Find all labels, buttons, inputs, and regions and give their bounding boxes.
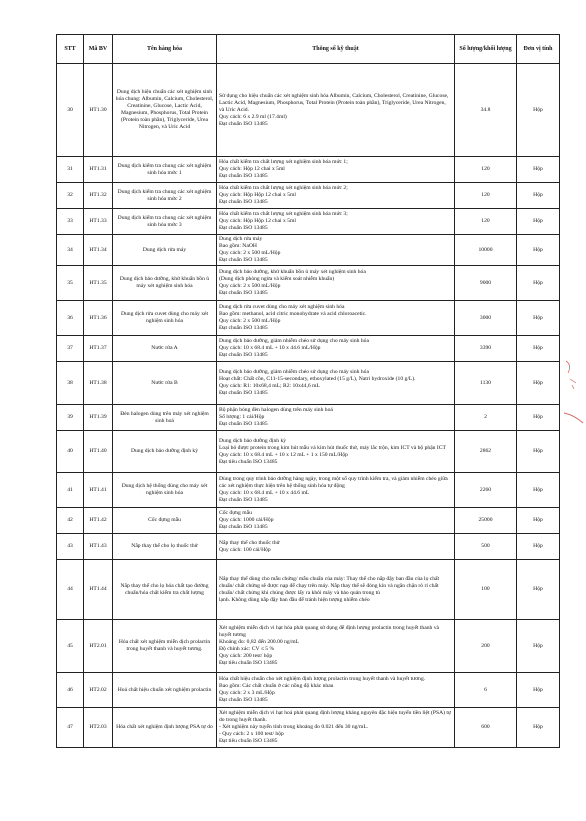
table-row: [57, 157, 560, 183]
cell-stt: 46: [57, 673, 84, 708]
spec-line: Quy cách: 6 x 2.9 ml (17.4ml): [219, 113, 287, 120]
spec-line: Quy cách: 2 x 3 mL/Hộp: [219, 690, 275, 696]
table-row: [57, 560, 560, 620]
spec-line: Đạt chuẩn ISO 13485: [219, 173, 268, 179]
cell-ma-bv: HT2.02: [84, 673, 113, 708]
cell-ma-bv: HT1.38: [84, 362, 113, 405]
header-so-luong: Số lượng/khối lượng: [455, 35, 517, 64]
cell-thong-so: [217, 431, 455, 473]
product-spec-table: [56, 34, 560, 748]
cell-don-vi: Hộp: [517, 708, 560, 748]
spec-line: Sử dụng cho hiệu chuẩn các xét nghiệm sinh hóa Albumin, Calcium, Cholesterol, Creatinine, Glucose, Lactic Acid, Magnesium, Phosphorus, Total Protein (Protein toàn phần), Triglyceride, Urea Nitrogen, và Uric Acid.: [219, 92, 449, 113]
spec-line: Loại bỏ được protein trong kim hút mẫu và kim hút thuốc thử, máy lắc trộn, kim ICT và bộ phận ICT: [219, 444, 446, 451]
cell-thong-so: [217, 708, 455, 748]
cell-don-vi: Hộp: [517, 64, 560, 157]
cell-stt: 47: [57, 708, 84, 748]
cell-ma-bv: HT1.35: [84, 266, 113, 301]
cell-stt: 39: [57, 405, 84, 431]
table-row: [57, 235, 560, 266]
spec-line: Dung dịch bảo dưỡng, khử khuẩn bồn ủ máy xét nghiệm sinh hóa: [219, 269, 366, 275]
spec-line: Bộ phận bóng đèn halogen dùng trên máy sinh hoá: [219, 407, 333, 413]
cell-so-luong: 2: [455, 405, 517, 431]
header-stt: STT: [57, 35, 84, 64]
cell-ten-hang-hoa: Hóa chất xét nghiệm miễn dịch prolactin trong huyết thanh và huyết tương.: [113, 620, 217, 673]
header-ten-hang-hoa: Tên hàng hóa: [113, 35, 217, 64]
header-ma-bv: Mã BV: [84, 35, 113, 64]
spec-line: Cốc đựng mẫu: [219, 510, 252, 516]
table-row: [57, 673, 560, 708]
spec-line: Đạt chuẩn ISO 13485: [219, 524, 268, 530]
spec-line: Quy cách: Hộp Hộp 12 chai x 5ml: [219, 192, 296, 198]
table-row: [57, 301, 560, 336]
cell-thong-so: [217, 209, 455, 235]
cell-thong-so: [217, 235, 455, 266]
cell-so-luong: 3000: [455, 301, 517, 336]
cell-ten-hang-hoa: Hoá chất hiệu chuẩn xét nghiệm prolactin: [113, 673, 217, 708]
cell-ten-hang-hoa: Dung dịch kiểm tra chung các xét nghiệm sinh hóa mức 2: [113, 183, 217, 209]
spec-line: Đạt tiêu chuẩn ISO 13485: [219, 738, 278, 744]
cell-stt: 30: [57, 64, 84, 157]
cell-ten-hang-hoa: Nước rửa A: [113, 336, 217, 362]
cell-so-luong: 1130: [455, 362, 517, 405]
cell-thong-so: [217, 560, 455, 620]
spec-line: Đạt chuẩn ISO 13485: [219, 325, 268, 331]
cell-ten-hang-hoa: Nắp thay thế cho lọ hóa chất tạo đường chuẩn/hóa chất kiểm tra chất lượng: [113, 560, 217, 620]
spec-line: Xét nghiệm miễn dịch vi hạt hoá phát quang định lượng kháng nguyên đặc hiệu tuyến tiền liệt (PSA) tự do trong huyết thanh.: [219, 710, 451, 723]
cell-ten-hang-hoa: Dung dịch hiệu chuẩn các xét nghiệm sinh hóa chung: Albumin, Calcium, Cholesterol, Creatinine, Glucose, Lactic Acid, Magnesium, Phosphorus, Total Protein (Protein toàn phần), Triglyceride, Urea Nitrogen, và Uric Acid: [113, 64, 217, 157]
spec-line: Đạt chuẩn ISO 13485: [219, 497, 268, 503]
spec-line: Quy cách: 200 test/ hộp: [219, 653, 273, 659]
cell-so-luong: 200: [455, 620, 517, 673]
cell-thong-so: [217, 301, 455, 336]
table-row: [57, 209, 560, 235]
cell-ma-bv: HT1.43: [84, 534, 113, 560]
cell-don-vi: Hộp: [517, 362, 560, 405]
cell-ten-hang-hoa: Dung dịch rửa máy: [113, 235, 217, 266]
cell-ma-bv: HT1.31: [84, 157, 113, 183]
spec-line: Dung dịch bảo dưỡng, giảm nhiễm chéo sử dụng cho máy sinh hóa: [219, 369, 369, 375]
spec-line: Bao gồm: NaOH: [219, 243, 257, 249]
cell-thong-so: [217, 673, 455, 708]
table-row: [57, 534, 560, 560]
spec-line: Hóa chất hiệu chuẩn cho xét nghiệm định lượng prolactin trong huyết thanh và huyết tương.: [219, 676, 426, 682]
spec-line: Nắp thay thế dùng cho mẫu chứng/ mẫu chuẩn của máy: Thay thế cho nắp đậy ban đầu của lọ chất chuẩn/ chất chứng sẽ được nạp để chạy trên máy. Nắp thay thế sẽ đóng kín và ngăn chặn rò rỉ chất chuẩn/ chất chứng khi chúng được lấy ra khỏi máy và bảo quản trong tủ: [219, 575, 440, 596]
cell-ma-bv: HT1.41: [84, 473, 113, 508]
spec-line: Hoạt chất: Chất cồn, C11-15-secondary, ethoxylated (15 g/L), Natri hydroxide (10 g/L).: [219, 376, 416, 382]
cell-ma-bv: HT1.34: [84, 235, 113, 266]
cell-thong-so: [217, 620, 455, 673]
cell-stt: 42: [57, 508, 84, 534]
cell-thong-so: [217, 473, 455, 508]
cell-stt: 40: [57, 431, 84, 473]
spec-line: Quy cách: Hộp 12 chai x 5ml: [219, 166, 285, 172]
spec-line: Hóa chất kiểm tra chất lượng xét nghiệm sinh hóa mức 1;: [219, 159, 348, 165]
cell-ma-bv: HT1.44: [84, 560, 113, 620]
spec-line: Đạt chuẩn ISO 13485: [219, 390, 268, 396]
cell-ten-hang-hoa: Hóa chất xét nghiệm định lượng PSA tự do: [113, 708, 217, 748]
table-row: [57, 183, 560, 209]
cell-so-luong: 120: [455, 209, 517, 235]
spec-line: Đạt chuẩn ISO 13485: [219, 290, 268, 296]
spec-line: Đạt chuẩn ISO 13485: [219, 199, 268, 205]
header-don-vi: Đơn vị tính: [517, 35, 560, 64]
cell-ma-bv: HT1.37: [84, 336, 113, 362]
spec-line: Quy cách: R1: 10x68,4 mL; R2: 10x44,6 mL: [219, 383, 320, 389]
cell-stt: 43: [57, 534, 84, 560]
cell-so-luong: 25000: [455, 508, 517, 534]
spec-line: Khoảng đo: 0,82 đến 200.00 ng/mL: [219, 639, 300, 645]
cell-ma-bv: HT1.39: [84, 405, 113, 431]
cell-stt: 34: [57, 235, 84, 266]
cell-stt: 31: [57, 157, 84, 183]
cell-don-vi: Hộp: [517, 336, 560, 362]
spec-line: Hóa chất kiểm tra chất lượng xét nghiệm sinh hóa mức 3;: [219, 211, 348, 217]
cell-thong-so: [217, 64, 455, 157]
cell-stt: 32: [57, 183, 84, 209]
cell-thong-so: [217, 266, 455, 301]
spec-line: Quy cách: 2 x 500 mL/Hộp: [219, 283, 281, 289]
spec-line: Số lượng: 1 cái/Hộp: [219, 414, 265, 420]
cell-ma-bv: HT1.36: [84, 301, 113, 336]
spec-line: Xét nghiệm miễn dịch vi hạt hóa phát quang sử dụng để định lượng prolactin trong huyết thanh và huyết tương: [219, 625, 439, 638]
cell-don-vi: Hộp: [517, 560, 560, 620]
table-row: [57, 620, 560, 673]
cell-ten-hang-hoa: Dung dịch hệ thống dùng cho máy xét nghiệm sinh hóa: [113, 473, 217, 508]
cell-don-vi: Hộp: [517, 431, 560, 473]
spec-line: Đạt chuẩn ISO 13485: [219, 120, 268, 127]
spec-line: Quy cách: 2 x 500 mL/Hộp: [219, 318, 281, 324]
cell-stt: 45: [57, 620, 84, 673]
spec-line: Dung dịch bảo dưỡng, giảm nhiễm chéo sử dụng cho máy sinh hóa: [219, 338, 369, 344]
cell-ten-hang-hoa: Dung dịch kiểm tra chung các xét nghiệm sinh hóa mức 1: [113, 157, 217, 183]
spec-line: Hóa chất kiểm tra chất lượng xét nghiệm sinh hóa mức 2;: [219, 185, 348, 191]
cell-don-vi: Hộp: [517, 157, 560, 183]
cell-stt: 41: [57, 473, 84, 508]
spec-line: - Quy cách: 2 x 100 test/ hộp: [219, 731, 284, 737]
spec-line: - Xét nghiệm này tuyến tính trong khoảng đo 0.021 đến 30 ng/mL.: [219, 724, 369, 730]
cell-so-luong: 34.8: [455, 64, 517, 157]
spec-line: Quy cách: 10 x 68.4 mL + 10 x 12 mL + 1 x 150 mL/Hộp: [219, 451, 348, 458]
cell-so-luong: 9000: [455, 266, 517, 301]
spec-line: Quy cách: Hộp Hộp 12 chai x 5ml: [219, 218, 296, 224]
spec-line: Bao gồm: methanol, acid citric monohydrate và acid chloroacetic.: [219, 311, 367, 317]
spec-line: Đạt tiêu chuẩn ISO 13485: [219, 660, 278, 666]
cell-don-vi: Hộp: [517, 209, 560, 235]
cell-don-vi: Hộp: [517, 534, 560, 560]
cell-ten-hang-hoa: Dung dịch kiểm tra chung các xét nghiệm sinh hóa mức 3: [113, 209, 217, 235]
cell-don-vi: Hộp: [517, 301, 560, 336]
table-row: [57, 405, 560, 431]
cell-don-vi: Hộp: [517, 473, 560, 508]
cell-ten-hang-hoa: Dung dịch bảo dưỡng định kỳ: [113, 431, 217, 473]
table-row: [57, 708, 560, 748]
cell-don-vi: Hộp: [517, 405, 560, 431]
spec-line: Quy cách: 100 cái/Hộp: [219, 546, 271, 553]
cell-stt: 38: [57, 362, 84, 405]
cell-ten-hang-hoa: Cốc đựng mẫu: [113, 508, 217, 534]
cell-ma-bv: HT1.33: [84, 209, 113, 235]
cell-don-vi: Hộp: [517, 183, 560, 209]
cell-so-luong: 6: [455, 673, 517, 708]
table-row: [57, 473, 560, 508]
cell-so-luong: 10000: [455, 235, 517, 266]
cell-stt: 37: [57, 336, 84, 362]
table-row: [57, 64, 560, 157]
spec-line: Đạt chuẩn ISO 13485: [219, 697, 268, 703]
table-row: [57, 508, 560, 534]
spec-line: Đạt chuẩn ISO 13485: [219, 421, 268, 427]
cell-so-luong: 2862: [455, 431, 517, 473]
cell-don-vi: Hộp: [517, 620, 560, 673]
cell-so-luong: 3390: [455, 336, 517, 362]
cell-don-vi: Hộp: [517, 266, 560, 301]
spec-line: lạnh. Không dùng nắp đậy ban đầu để tránh hiện tượng nhiễm chéo: [219, 596, 370, 603]
spec-line: Dùng trong quy trình bảo dưỡng hàng ngày, trong một số quy trình kiểm tra, và giảm nhiễm chéo giữa các xét nghiệm thực hiện trên hệ thống sinh hóa tự động: [219, 476, 448, 489]
spec-line: (Dung dịch phòng ngừa và kiểm soát nhiễm khuẩn): [219, 276, 335, 282]
cell-thong-so: [217, 405, 455, 431]
cell-ten-hang-hoa: Nắp thay thế cho lọ thuốc thử: [113, 534, 217, 560]
cell-don-vi: Hộp: [517, 508, 560, 534]
spec-line: Quy cách: 10 x 68.4 mL + 10 x 44.6 mL: [219, 490, 310, 496]
cell-thong-so: [217, 157, 455, 183]
cell-ten-hang-hoa: Đèn halogen dùng trên máy xét nghiệm sinh hoá: [113, 405, 217, 431]
table-header-row: [57, 35, 560, 64]
cell-so-luong: 120: [455, 183, 517, 209]
cell-thong-so: [217, 508, 455, 534]
table-row: [57, 431, 560, 473]
cell-ma-bv: HT1.30: [84, 64, 113, 157]
cell-so-luong: 600: [455, 708, 517, 748]
cell-ten-hang-hoa: Dung dịch bảo dưỡng, khử khuẩn bồn ủ máy xét nghiệm sinh hóa: [113, 266, 217, 301]
cell-don-vi: Hộp: [517, 673, 560, 708]
spec-line: Quy cách: 2 x 500 mL/Hộp: [219, 250, 281, 256]
spec-line: Dung dịch rửa máy: [219, 236, 263, 242]
spec-line: Độ chính xác: CV ≤ 5 %: [219, 646, 275, 652]
table-row: [57, 266, 560, 301]
cell-ma-bv: HT1.42: [84, 508, 113, 534]
cell-so-luong: 2260: [455, 473, 517, 508]
cell-ten-hang-hoa: Nước rửa B: [113, 362, 217, 405]
cell-stt: 33: [57, 209, 84, 235]
spec-line: Quy cách: 1000 cái/Hộp: [219, 517, 274, 523]
cell-thong-so: [217, 534, 455, 560]
spec-line: Đạt chuẩn ISO 13485: [219, 352, 268, 358]
spec-line: Đạt chuẩn ISO 13485: [219, 257, 268, 263]
cell-so-luong: 120: [455, 157, 517, 183]
cell-thong-so: [217, 183, 455, 209]
spec-line: Đạt chuẩn ISO 13485: [219, 225, 268, 231]
spec-line: Dung dịch bảo dưỡng định kỳ: [219, 437, 287, 444]
table-row: [57, 336, 560, 362]
cell-ma-bv: HT1.40: [84, 431, 113, 473]
spec-line: Đạt tiêu chuẩn ISO 13485: [219, 458, 278, 465]
cell-ma-bv: HT2.03: [84, 708, 113, 748]
cell-stt: 44: [57, 560, 84, 620]
spec-line: Nắp thay thế cho thuốc thử: [219, 539, 280, 546]
cell-ma-bv: HT2.01: [84, 620, 113, 673]
table-row: [57, 362, 560, 405]
cell-ten-hang-hoa: Dung dịch rửa cuvet dùng cho máy xét nghiệm sinh hóa: [113, 301, 217, 336]
cell-so-luong: 100: [455, 560, 517, 620]
cell-don-vi: Hộp: [517, 235, 560, 266]
spec-line: Quy cách: 10 x 68.4 mL + 10 x 44.6 mL/Hộp: [219, 345, 321, 351]
cell-stt: 36: [57, 301, 84, 336]
cell-stt: 35: [57, 266, 84, 301]
cell-thong-so: [217, 336, 455, 362]
cell-thong-so: [217, 362, 455, 405]
cell-so-luong: 500: [455, 534, 517, 560]
spec-line: Bao gồm: Các chất chuẩn ở các nồng độ khác nhau: [219, 683, 334, 689]
spec-line: Dung dịch rửa cuvet dùng cho máy xét nghiệm sinh hóa: [219, 304, 345, 310]
header-thong-so: Thông số kỹ thuật: [217, 35, 455, 64]
handwritten-margin-mark: [562, 353, 584, 425]
cell-ma-bv: HT1.32: [84, 183, 113, 209]
